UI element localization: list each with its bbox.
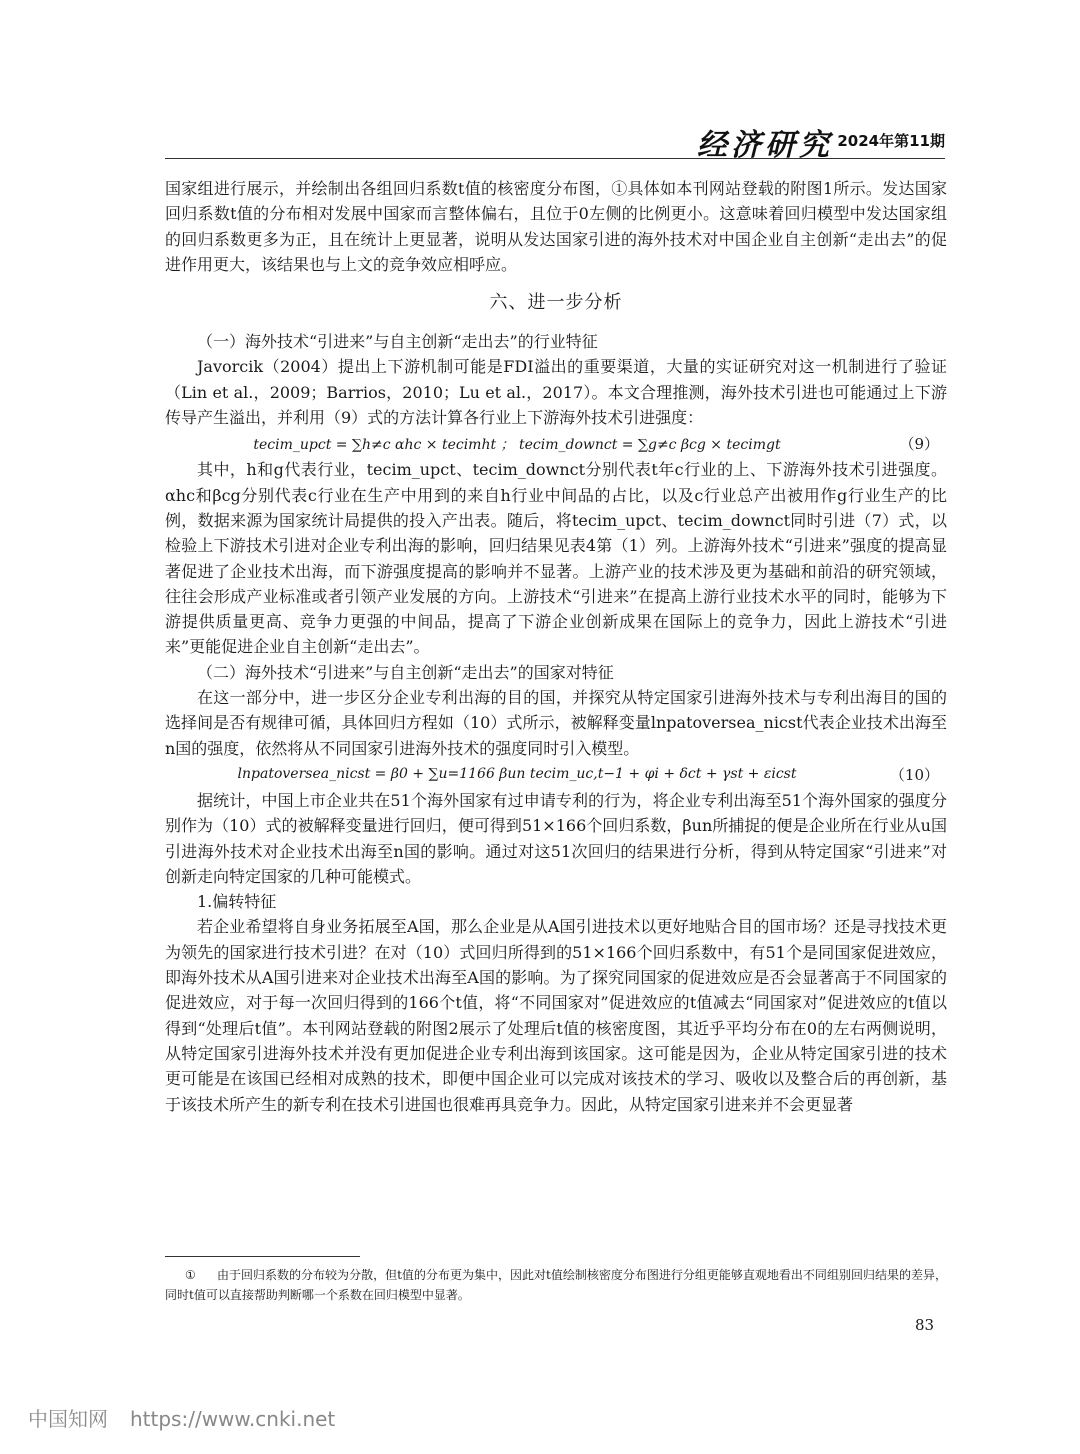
equation-10-number: （10） <box>889 765 939 784</box>
paragraph-upstream: Javorcik（2004）提出上下游机制可能是FDI溢出的重要渠道，大量的实证研究对这一机制进行了验证（Lin et al.，2009；Barrios，2010；Lu et al.，2017）。本文合理推测，海外技术引进也可能通过上下游传导产生溢出，并利用（9）式的方法计算各行业上下游海外技术引进强度： <box>165 357 947 428</box>
equation-9-formula: tecim_upct = ∑h≠c αhc × tecimht ； tecim_downct = ∑g≠c βcg × tecimgt <box>253 436 781 453</box>
paragraph-country-model: 在这一部分中，进一步区分企业专利出海的目的国，并探究从特定国家引进海外技术与专利出海目的国的选择间是否有规律可循，具体回归方程如（10）式所示，被解释变量lnpatoversea_nicst代表企业技术出海至n国的强度，依然将从不同国家引进海外技术的强度同时引入模型。 <box>165 688 947 758</box>
page-number: 83 <box>915 1316 935 1334</box>
cnki-name: 中国知网 <box>28 1407 108 1431</box>
article-body <box>165 176 947 1117</box>
issue-label: 2024年第11期 <box>837 132 945 150</box>
section-title: 六、进一步分析 <box>489 292 623 314</box>
cnki-watermark <box>28 1403 357 1432</box>
subsection-title-industry: （一）海外技术“引进来”与自主创新“走出去”的行业特征 <box>197 332 598 352</box>
journal-logo: 经济研究 <box>697 128 833 163</box>
cnki-url[interactable]: https://www.cnki.net <box>130 1407 336 1431</box>
subsection-title-bias: 1.偏转特征 <box>197 892 277 912</box>
footnote-rule <box>165 1256 360 1257</box>
header-rule <box>165 158 945 159</box>
paragraph-statistics: 据统计，中国上市企业共在51个海外国家有过申请专利的行为，将企业专利出海至51个海外国家的强度分别作为（10）式的被解释变量进行回归，便可得到51×166个回归系数，βun所捕捉的便是企业所在行业从u国引进海外技术对企业技术出海至n国的影响。通过对这51次回归的结果进行分析，得到从特定国家“引进来”对创新走向特定国家的几种可能模式。 <box>165 790 947 886</box>
subsection-title-country: （二）海外技术“引进来”与自主创新“走出去”的国家对特征 <box>197 662 614 682</box>
equation-10-formula: lnpatoversea_nicst = β0 + ∑u=1166 βun tecim_uc,t−1 + φi + δct + γst + εicst <box>237 766 797 783</box>
footnote-text: 由于回归系数的分布较为分散，但t值的分布更为集中，因此对t值绘制核密度分布图进行分组更能够直观地看出不同组别回归结果的差异，同时t值可以直接帮助判断哪一个系数在回归模型中显著。 <box>165 1268 947 1302</box>
running-header <box>165 120 945 163</box>
paragraph-upstream-results: 其中，h和g代表行业，tecim_upct、tecim_downct分别代表t年c行业的上、下游海外技术引进强度。αhc和βcg分别代表c行业在生产中用到的来自h行业中间品的占比，以及c行业总产出被用作g行业生产的比例，数据来源为国家统计局提供的投入产出表。随后，将tecim_upct、tecim_downct同时引进（7）式，以检验上下游技术引进对企业专利出海的影响，回归结果见表4第（1）列。上游海外技术“引进来”强度的提高显著促进了企业技术出海，而下游强度提高的影响并不显著。上游产业的技术涉及更为基础和前沿的研究领域，往往会形成产业标准或者引领产业发展的方向。上游技术“引进来”在提高上游行业技术水平的同时，能够为下游提供质量更高、竞争力更强的中间品，提高了下游企业创新成果在国际上的竞争力，因此上游技术“引进来”更能促进企业自主创新“走出去”。 <box>165 460 947 657</box>
equation-10 <box>165 761 947 788</box>
paragraph-bias: 若企业希望将自身业务拓展至A国，那么企业是从A国引进技术以更好地贴合目的国市场？还是寻找技术更为领先的国家进行技术引进？在对（10）式回归所得到的51×166个回归系数中，有51个是同国家促进效应，即海外技术从A国引进来对企业技术出海至A国的影响。为了探究同国家的促进效应是否会显著高于不同国家的促进效应，对于每一次回归得到的166个t值，将“不同国家对”促进效应的t值减去“同国家对”促进效应的t值以得到“处理后t值”。本刊网站登载的附图2展示了处理后t值的核密度图，其近乎平均分布在0的左右两侧说明，从特定国家引进海外技术并没有更加促进企业专利出海到该国家。这可能是因为，企业从特定国家引进的技术更可能是在该国已经相对成熟的技术，即便中国企业可以完成对该技术的学习、吸收以及整合后的再创新，基于该技术所产生的新专利在技术引进国也很难再具竞争力。因此，从特定国家引进来并不会更显著 <box>165 917 947 1114</box>
equation-9 <box>165 430 947 457</box>
footnote <box>165 1265 947 1305</box>
footnote-mark: ① <box>185 1268 196 1282</box>
equation-9-number: （9） <box>899 435 939 454</box>
paragraph-continued: 国家组进行展示，并绘制出各组回归系数t值的核密度分布图，①具体如本刊网站登载的附图1所示。发达国家回归系数t值的分布相对发展中国家而言整体偏右，且位于0左侧的比例更小。这意味着回归模型中发达国家组的回归系数更多为正，且在统计上更显著，说明从发达国家引进的海外技术对中国企业自主创新“走出去”的促进作用更大，该结果也与上文的竞争效应相呼应。 <box>165 179 947 274</box>
